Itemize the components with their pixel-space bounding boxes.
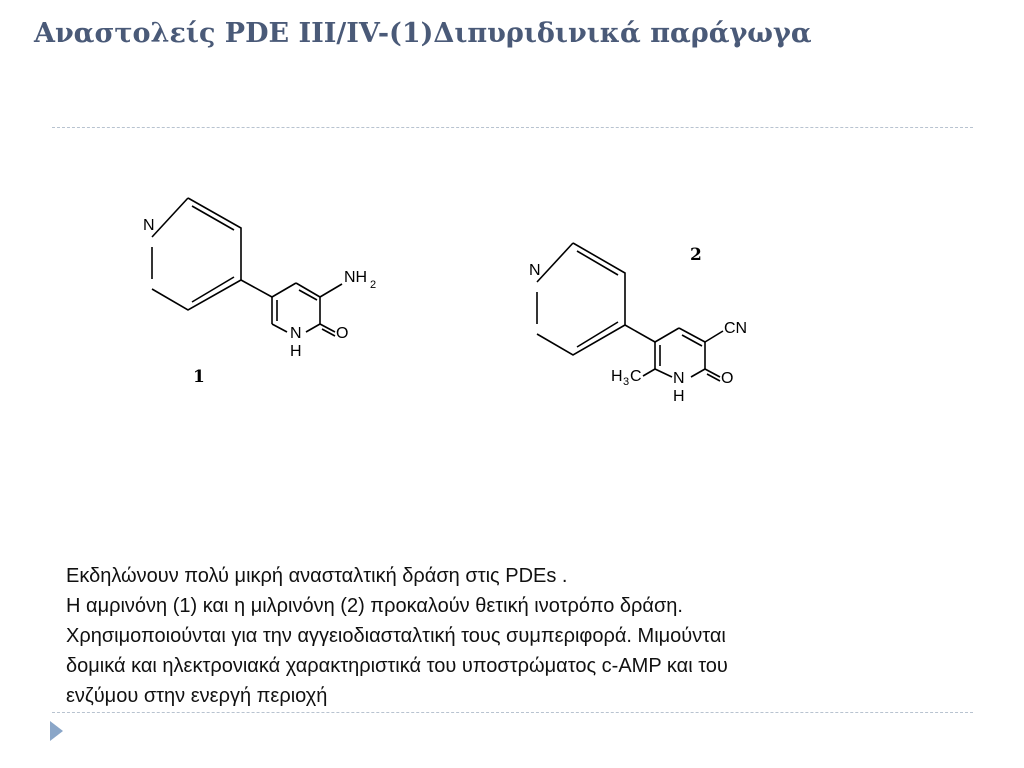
milrinone-structure (515, 230, 775, 410)
body-line: δομικά και ηλεκτρονιακά χαρακτηριστικά του υποστρώματος c-AMP και του (66, 655, 728, 677)
body-line: Η αμρινόνη (1) και η μιλρινόνη (2) προκαλούν θετική ινοτρόπο δράση. (66, 595, 683, 617)
body-text (66, 561, 966, 711)
amrinone-structure (125, 185, 395, 365)
ring-n-label: N (529, 262, 541, 279)
nh-n-label: N (290, 325, 302, 342)
ch3-h-label: H (611, 368, 623, 385)
body-line: Εκδηλώνουν πολύ μικρή ανασταλτική δράση στις PDEs . (66, 565, 568, 587)
body-line: ενζύμου στην ενεργή περιοχή (66, 685, 328, 707)
body-line: Χρησιμοποιούνται για την αγγειοδιασταλτική τους συμπεριφορά. Μιμούνται (66, 625, 726, 647)
ch3-subscript: 3 (623, 376, 630, 388)
nh-n-label: N (673, 370, 685, 387)
bottom-divider (52, 712, 973, 713)
nh2-label: NH (344, 269, 368, 286)
slide-title: Αναστολείς PDE III/IV-(1)Διπυριδινικά παράγωγα (34, 18, 812, 49)
oxygen-label: O (721, 370, 734, 387)
nh2-subscript: 2 (370, 279, 377, 291)
nh-h-label: H (673, 388, 685, 405)
top-divider (52, 127, 973, 128)
ch3-c-label: C (630, 368, 642, 385)
next-slide-arrow-icon[interactable] (50, 721, 63, 741)
nh-h-label: H (290, 343, 302, 360)
compound-1-number: 1 (193, 367, 205, 387)
compound-2-number: 2 (690, 245, 702, 265)
oxygen-label: O (336, 325, 349, 342)
ring-n-label: N (143, 217, 155, 234)
cn-label: CN (724, 320, 748, 337)
